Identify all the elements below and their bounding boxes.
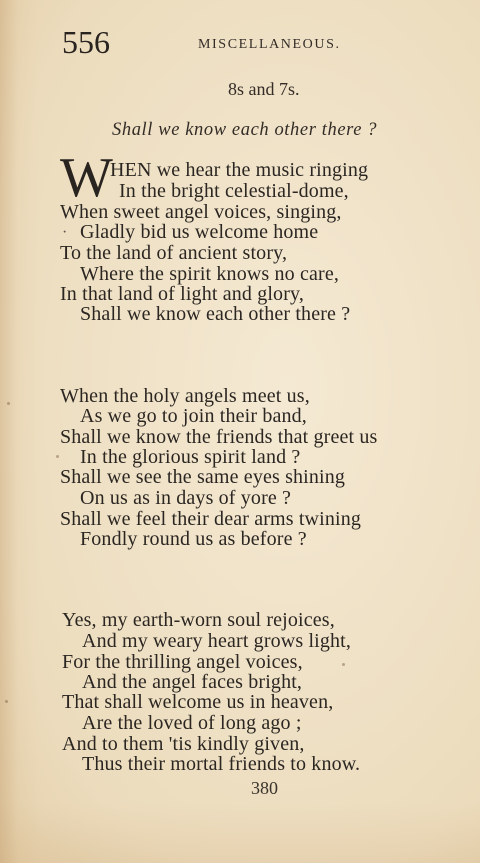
stanza-3-line-7: And to them 'tis kindly given, [62, 733, 305, 755]
stanza-2-line-1: When the holy angels meet us, [60, 385, 310, 407]
stanza-3-line-1: Yes, my earth-worn soul rejoices, [62, 609, 335, 631]
paper-speck [5, 700, 8, 703]
stanza-1-line-2: In the bright celestial-dome, [119, 180, 349, 202]
stanza-2-line-5: Shall we see the same eyes shining [60, 466, 346, 488]
stanza-1-line-1: HEN we hear the music ringing [110, 159, 369, 181]
stanza-2-line-8: Fondly round us as before ? [80, 528, 307, 550]
folio-number: 380 [251, 778, 278, 798]
stanza-1-line-5: To the land of ancient story, [60, 242, 288, 264]
paper-speck [342, 663, 345, 666]
paper-speck [7, 402, 10, 405]
stanza-2-line-4: In the glorious spirit land ? [80, 446, 301, 468]
stanza-3-line-6: Are the loved of long ago ; [82, 712, 302, 734]
stanza-1-line-3: When sweet angel voices, singing, [60, 201, 342, 223]
stanza-1-line-8: Shall we know each other there ? [80, 303, 351, 325]
stanza-2-line-7: Shall we feel their dear arms twining [60, 508, 362, 530]
stanza-2-line-3: Shall we know the friends that greet us [60, 426, 378, 448]
stanza-3-line-2: And my weary heart grows light, [82, 630, 352, 652]
stanza-3-line-4: And the angel faces bright, [82, 671, 303, 693]
stanza-1-line-4: Gladly bid us welcome home [80, 221, 319, 243]
running-head: MISCELLANEOUS. [198, 37, 341, 52]
drop-cap: W [60, 147, 113, 209]
stray-mark: · [62, 224, 68, 241]
stanza-3-line-3: For the thrilling angel voices, [62, 651, 303, 673]
stanza-1-line-6: Where the spirit knows no care, [80, 263, 340, 285]
stanza-2-line-2: As we go to join their band, [80, 405, 307, 427]
page-number: 556 [62, 24, 110, 60]
stanza-3-line-5: That shall welcome us in heaven, [62, 691, 334, 713]
stanza-2-line-6: On us as in days of yore ? [80, 487, 292, 509]
hymn-meter: 8s and 7s. [228, 79, 300, 99]
paper-speck [56, 455, 59, 458]
stanza-3-line-8: Thus their mortal friends to know. [82, 753, 361, 775]
hymn-title: Shall we know each other there ? [112, 120, 378, 140]
stanza-1-line-7: In that land of light and glory, [60, 283, 305, 305]
